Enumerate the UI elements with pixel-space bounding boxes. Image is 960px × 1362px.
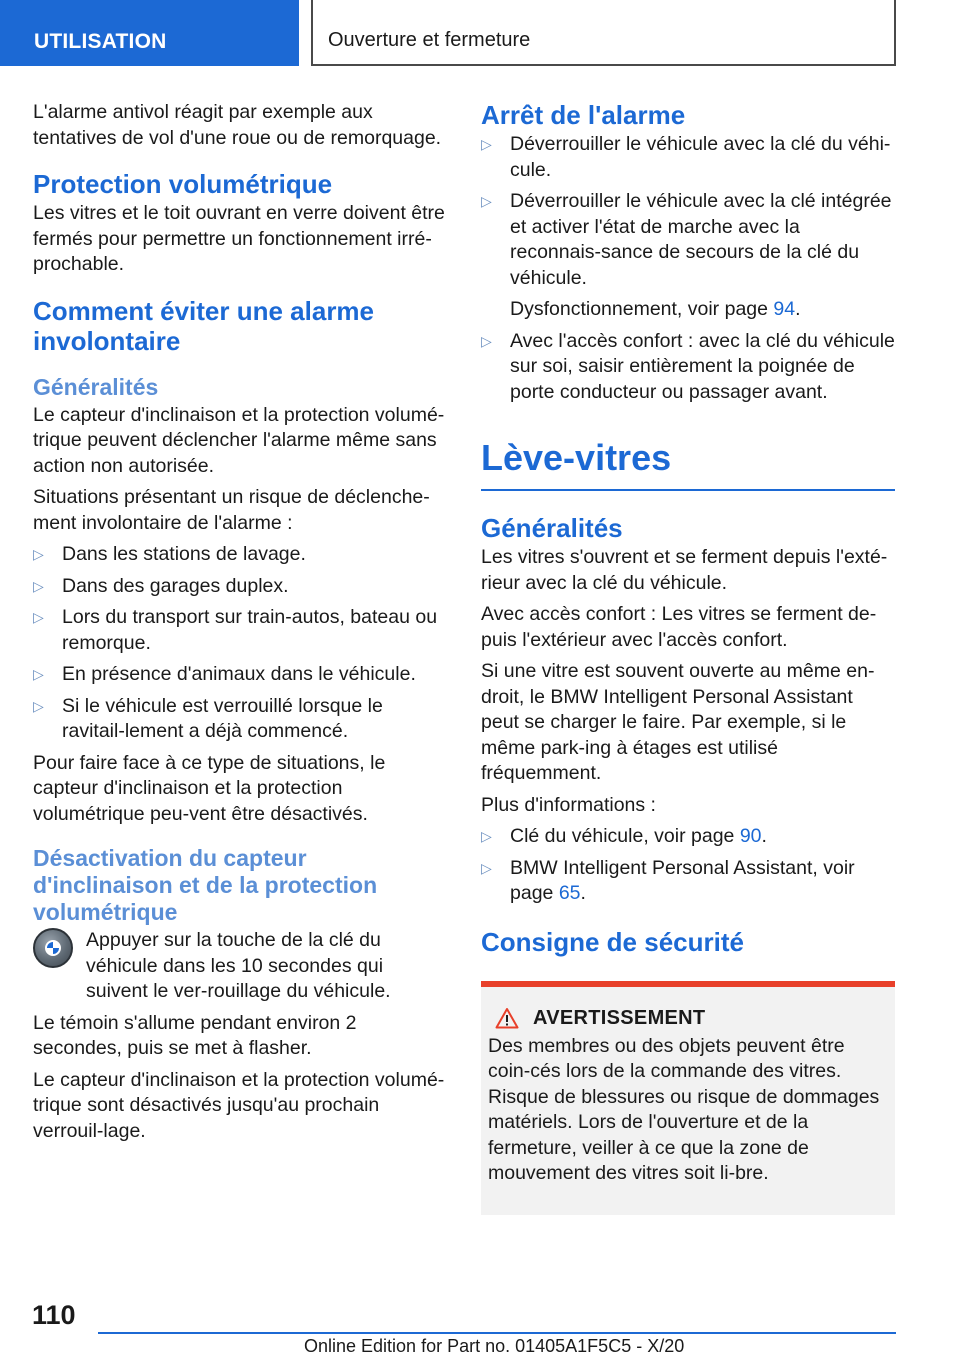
deactivation-paragraph-2: Le capteur d'inclinaison et la protection volumé-trique sont désactivés jusqu'au prochain verrouil-lage.	[33, 1068, 445, 1142]
list-item: ▷ BMW Intelligent Personal Assistant, voir page 65.	[481, 856, 855, 904]
malfunction-note: Dysfonctionnement, voir page 94.	[510, 298, 801, 320]
triangle-bullet-icon: ▷	[481, 193, 492, 209]
left-column	[33, 100, 449, 1150]
key-instruction	[33, 928, 449, 1005]
warning-triangle-icon	[495, 1007, 519, 1029]
windows-paragraph-2: Avec accès confort : Les vitres se ferment de-puis l'extérieur avec l'accès confort.	[481, 603, 877, 651]
protection-paragraph: Les vitres et le toit ouvrant en verre doivent être fermés pour permettre un fonctionnement irré-prochable.	[33, 202, 445, 275]
general-paragraph-3: Pour faire face à ce type de situations, le capteur d'inclinaison et la protection volumétrique peu-vent être désactivés.	[33, 751, 386, 825]
footer-edition: Online Edition for Part no. 01405A1F5C5 - X/20	[304, 1336, 685, 1356]
more-info-list	[481, 824, 895, 907]
windows-paragraph-1: Les vitres s'ouvrent et se ferment depuis l'exté-rieur avec la clé du véhicule.	[481, 546, 888, 594]
page-link-65[interactable]: 65	[558, 882, 581, 904]
heading-stop-alarm: Arrêt de l'alarme	[481, 100, 686, 130]
chapter-tab	[311, 0, 896, 66]
intro-paragraph: L'alarme antivol réagit par exemple aux tentatives de vol d'une roue ou de remorquage.	[33, 101, 442, 149]
situations-list	[33, 542, 449, 745]
general-paragraph-1: Le capteur d'inclinaison et la protection volumé-trique peuvent déclencher l'alarme même sans action non autorisée.	[33, 403, 445, 477]
windows-paragraph-3: Si une vitre est souvent ouverte au même en-droit, le BMW Intelligent Personal Assistant peut se charger le faire. Par exemple, si le même park-ing à étages est utilisé fréquemment.	[481, 660, 875, 784]
windows-paragraph-4: Plus d'informations :	[481, 793, 656, 816]
list-item: ▷ Dans des garages duplex.	[33, 574, 449, 600]
triangle-bullet-icon: ▷	[481, 136, 492, 152]
triangle-bullet-icon: ▷	[33, 577, 44, 594]
list-item: ▷ Déverrouiller le véhicule avec la clé intégrée et activer l'état de marche avec la reconnais-sance de secours de la clé du véhicule. Dysfonctionnement, voir page 94.	[481, 189, 895, 323]
triangle-bullet-icon: ▷	[33, 546, 44, 562]
heading-protection: Protection volumétrique	[33, 169, 333, 199]
deactivation-paragraph-1: Le témoin s'allume pendant environ 2 secondes, puis se met à flasher.	[33, 1011, 357, 1059]
footer-divider	[98, 1332, 896, 1334]
stop-alarm-list	[481, 132, 895, 405]
section-title: UTILISATION	[34, 30, 167, 53]
triangle-bullet-icon: ▷	[33, 609, 44, 625]
list-item: ▷ En présence d'animaux dans le véhicule.	[33, 662, 449, 688]
list-item: ▷ Déverrouiller le véhicule avec la clé du véhi-cule.	[481, 133, 891, 181]
heading-general: Généralités	[33, 373, 159, 400]
warning-box	[481, 987, 895, 1215]
heading-window-lifts: Lève-vitres	[481, 437, 895, 491]
heading-avoid-alarm: Comment éviter une alarme involontaire	[33, 295, 375, 356]
page-number: 110	[32, 1300, 76, 1330]
right-column	[481, 100, 895, 1215]
warning-text: Des membres ou des objets peuvent être coin-cés lors de la commande des vitres. Risque de blessures ou risque de dommages matériels. Lors de l'ouverture et de la fermeture, veiller à ce que la zone de mouvement des vitres soit li-bre.	[488, 1034, 880, 1184]
warning-title-row	[495, 1007, 887, 1030]
chapter-title: Ouverture et fermeture	[328, 29, 531, 51]
heading-windows-general: Généralités	[481, 513, 623, 543]
heading-deactivation: Désactivation du capteur d'inclinaison et de la protection volumétrique	[33, 845, 378, 925]
list-item: ▷ Dans les stations de lavage.	[33, 542, 449, 568]
key-instruction-text: Appuyer sur la touche de la clé du véhicule dans les 10 secondes qui suivent le ver-rouillage du véhicule.	[86, 929, 391, 1002]
car-key-icon	[33, 928, 73, 968]
general-paragraph-2: Situations présentant un risque de déclenche-ment involontaire de l'alarme :	[33, 486, 430, 534]
list-item: ▷ Si le véhicule est verrouillé lorsque le ravitail-lement a déjà commencé.	[33, 694, 383, 742]
page-link-90[interactable]: 90	[739, 825, 762, 847]
triangle-bullet-icon: ▷	[481, 332, 492, 349]
list-item: ▷ Avec l'accès confort : avec la clé du véhicule sur soi, saisir entièrement la poignée de porte conducteur ou passager avant.	[481, 329, 895, 403]
page-link-94[interactable]: 94	[773, 298, 796, 320]
heading-safety: Consigne de sécurité	[481, 926, 744, 957]
warning-title: AVERTISSEMENT	[533, 1006, 706, 1029]
section-tab	[0, 0, 299, 66]
triangle-bullet-icon: ▷	[33, 666, 44, 682]
list-item: ▷ Lors du transport sur train-autos, bateau ou remorque.	[33, 606, 438, 654]
triangle-bullet-icon: ▷	[481, 828, 492, 844]
triangle-bullet-icon: ▷	[33, 697, 44, 714]
triangle-bullet-icon: ▷	[481, 859, 492, 876]
list-item: ▷ Clé du véhicule, voir page 90.	[481, 824, 895, 850]
